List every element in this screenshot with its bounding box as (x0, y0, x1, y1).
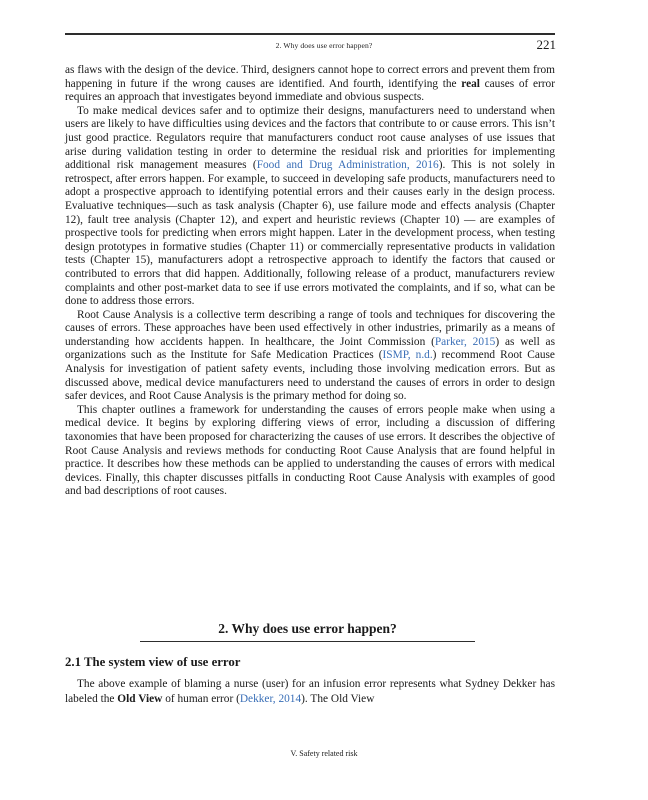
section-heading: 2. Why does use error happen? (140, 621, 475, 642)
running-head: 2. Why does use error happen? (275, 41, 373, 50)
paragraph-2: To make medical devices safer and to optimize their designs, manufacturers need to understand when users are likely to have difficulties using devices and the factors that contribute to or cause errors. This isn’t just good practice. Regulators require that manufacturers conduct root cause analyses of use issues that arise during validation testing in order to determine the residual risk and priorities for implementing additional risk management measures (Food and Drug Administration, 2016). This is not solely in retrospect, after errors happen. For example, to succeed in developing safe products, manufacturers need to adopt a prospective approach to identifying potential errors and their causes early in the design process. Evaluative techniques—such as task analysis (Chapter 6), use failure mode and effects analysis (Chapter 12), fault tree analysis (Chapter 12), and expert and heuristic reviews (Chapter 10) — are examples of prospective tools for predicting when errors might happen. Later in the development process, when testing design prototypes in formative studies (Chapter 11) or commercially representative products in validation tests (Chapter 15), manufacturers adopt a retrospective approach to identify the factors that caused or contributed to errors that did happen. Additionally, following release of a product, manufacturers review complaints and other post-market data to see if use errors motivated the complaints, and if so, what can be done to address those errors. (65, 104, 555, 308)
citation-link[interactable]: Parker, 2015 (434, 335, 496, 348)
bold-term: Old View (117, 692, 163, 705)
header-rule (65, 33, 555, 35)
body-text (65, 64, 555, 499)
page-number: 221 (536, 37, 556, 52)
subsection-heading: 2.1 The system view of use error (65, 655, 241, 669)
paragraph-3: Root Cause Analysis is a collective term describing a range of tools and techniques for discovering the causes of errors. These approaches have been used effectively in other industries, primarily as a means of understanding how accidents happen. In healthcare, the Joint Commission (Parker, 2015) as well as organizations such as the Institute for Safe Medication Practices (ISMP, n.d.) recommend Root Cause Analysis for investigation of patient safety events, including those involving medication errors. But as discussed above, medical device manufacturers need to understand the causes of errors in order to design safer devices, and Root Cause Analysis is the primary method for doing so. (65, 308, 556, 403)
subsection-paragraph: The above example of blaming a nurse (user) for an infusion error represents what Sydney Dekker has labeled the Old View of human error (Dekker, 2014). The Old View (65, 678, 555, 705)
paragraph-4: This chapter outlines a framework for understanding the causes of errors people make when using a medical device. It begins by exploring differing views of error, including a discussion of differing taxonomies that have been proposed for characterizing the causes of use errors. It describes the objective of Root Cause Analysis and reviews methods for conducting Root Cause Analysis that are found helpful in practice. It describes how these methods can be applied to understanding the causes of errors with medical devices. Finally, this chapter discusses pitfalls in conducting Root Cause Analysis with examples of good and bad descriptions of root causes. (65, 403, 555, 498)
citation-link[interactable]: ISMP, n.d. (382, 349, 433, 362)
citation-link[interactable]: Dekker, 2014 (239, 692, 302, 705)
bold-term: real (461, 77, 480, 90)
page-footer: V. Safety related risk (290, 749, 358, 758)
paragraph-1: as flaws with the design of the device. Third, designers cannot hope to correct errors and prevent them from happening in future if the wrong causes are identified. And fourth, identifying the real causes of error requires an approach that investigates beyond immediate and obvious suspects. (65, 64, 555, 104)
citation-link[interactable]: Food and Drug Administration, 2016 (256, 159, 439, 172)
subsection-body (65, 677, 555, 706)
